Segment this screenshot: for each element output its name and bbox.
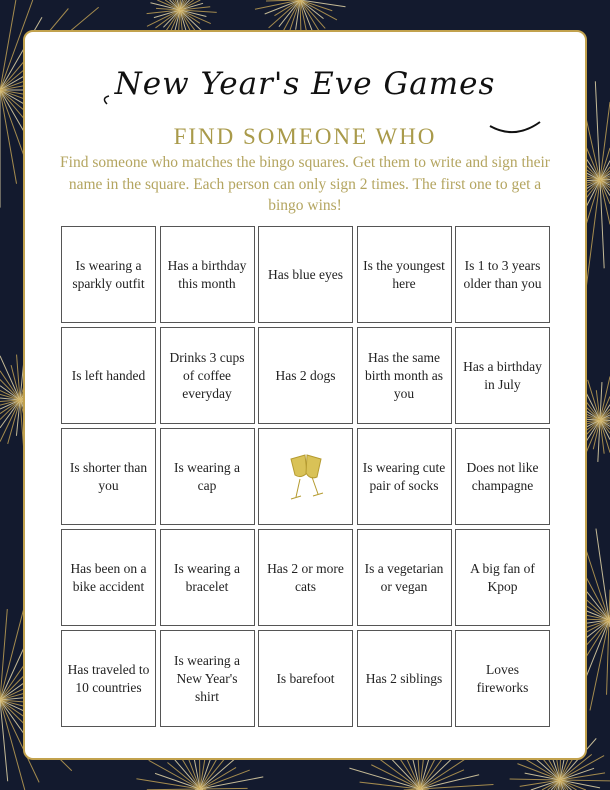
page-title: New Year's Eve Games <box>114 66 496 102</box>
bingo-square[interactable]: A big fan of Kpop <box>455 529 550 626</box>
instructions: Find someone who matches the bingo squares. Get them to write and sign their name in the square. Each person can only sign 2 times. The first one to get a bingo wins! <box>60 154 550 214</box>
bingo-square-free[interactable] <box>258 428 353 525</box>
section-heading: FIND SOMEONE WHO <box>173 124 437 149</box>
bingo-square[interactable]: Is wearing a bracelet <box>160 529 255 626</box>
bingo-grid <box>61 226 550 727</box>
bingo-square[interactable]: Has 2 siblings <box>357 630 452 727</box>
bingo-square[interactable]: Has blue eyes <box>258 226 353 323</box>
bingo-square[interactable]: Is wearing cute pair of socks <box>357 428 452 525</box>
bingo-square[interactable]: Has a birthday this month <box>160 226 255 323</box>
bingo-square[interactable]: Has the same birth month as you <box>357 327 452 424</box>
bingo-square[interactable]: Has been on a bike accident <box>61 529 156 626</box>
champagne-glasses-icon <box>281 447 331 507</box>
bingo-square[interactable]: Is wearing a sparkly outfit <box>61 226 156 323</box>
bingo-square[interactable]: Has a birthday in July <box>455 327 550 424</box>
bingo-square[interactable]: Has traveled to 10 countries <box>61 630 156 727</box>
bingo-card <box>23 30 587 760</box>
bingo-square[interactable]: Is 1 to 3 years older than you <box>455 226 550 323</box>
bingo-square[interactable]: Does not like champagne <box>455 428 550 525</box>
bingo-square[interactable]: Has 2 or more cats <box>258 529 353 626</box>
bingo-square[interactable]: Is wearing a New Year's shirt <box>160 630 255 727</box>
bingo-square[interactable]: Is barefoot <box>258 630 353 727</box>
bingo-square[interactable]: Loves fireworks <box>455 630 550 727</box>
bingo-square[interactable]: Is a vegetarian or vegan <box>357 529 452 626</box>
bingo-square[interactable]: Is wearing a cap <box>160 428 255 525</box>
bingo-square[interactable]: Is shorter than you <box>61 428 156 525</box>
bingo-square[interactable]: Drinks 3 cups of coffee everyday <box>160 327 255 424</box>
bingo-square[interactable]: Is the youngest here <box>357 226 452 323</box>
bingo-square[interactable]: Has 2 dogs <box>258 327 353 424</box>
bingo-square[interactable]: Is left handed <box>61 327 156 424</box>
